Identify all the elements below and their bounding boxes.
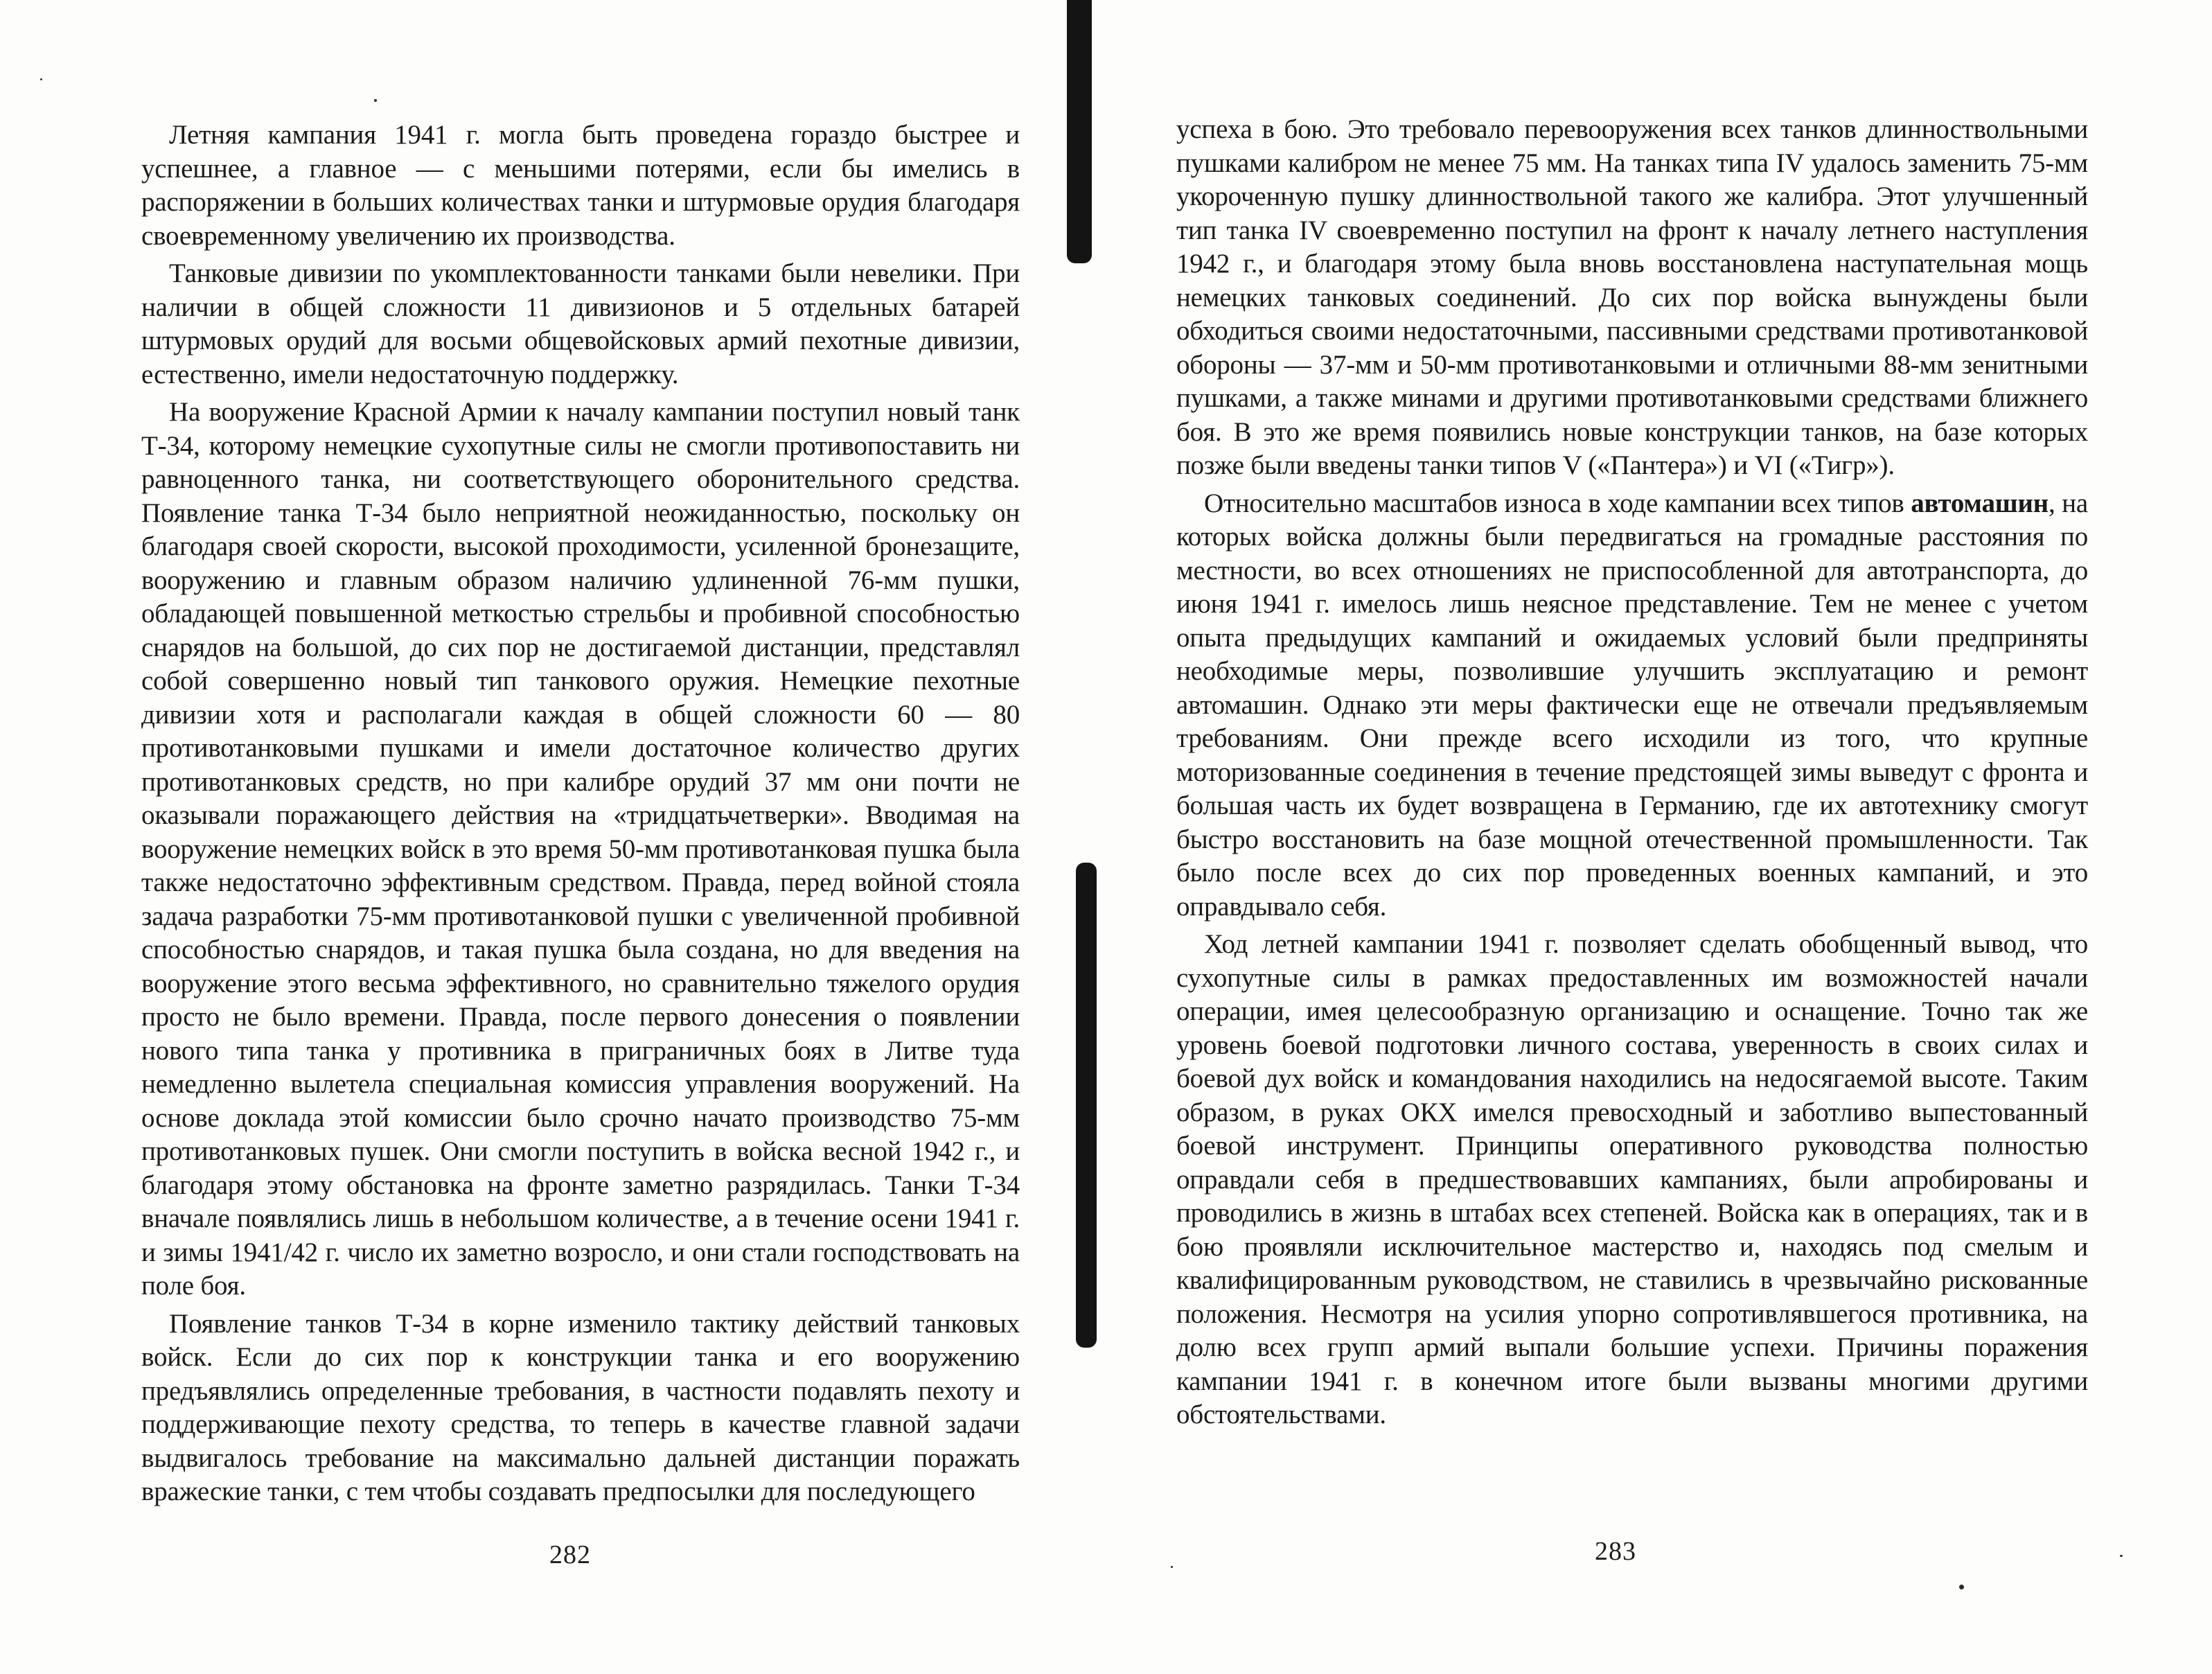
- right-paragraph-3: Ход летней кампании 1941 г. позволяет сделать обобщенный вывод, что сухопутные силы в рамках предоставленных им возможностей начали операции, имея целесообразную организацию и оснащение. Точно так же уровень боевой подготовки личного состава, уверенность в своих силах и боевой дух войск и командования находились на недосягаемой высоте. Таким образом, в руках ОКХ имелся превосходный и заботливо выпестованный боевой инструмент. Принципы оперативного руководства полностью оправдали себя в предшествовавших кампаниях, были апробированы и проводились в жизнь в штабах всех степеней. Войска как в операциях, так и в бою проявляли исключительное мастерство и, находясь под смелым и квалифицированным руководством, не ставились в чрезвычайно рискованные положения. Несмотря на усилия упорно сопротивлявшегося противника, на долю всех групп армий выпали большие успехи. Причины поражения кампании 1941 г. в конечном итоге были вызваны многими другими обстоятельствами.: [1176, 929, 2088, 1429]
- right-paragraph-2: [1176, 487, 2088, 924]
- right-page: [1081, 0, 2212, 1674]
- right-page-text: [1176, 113, 2088, 1432]
- left-paragraph-2: Танковые дивизии по укомплектованности танками были невелики. При наличии в общей сложности 11 дивизионов и 5 отдельных батарей штурмовых орудий для восьми общевойсковых армий пехотные дивизии, естественно, имели недостаточную поддержку.: [141, 258, 1020, 389]
- left-paragraph-1: Летняя кампания 1941 г. могла быть проведена гораздо быстрее и успешнее, а главное — с меньшими потерями, если бы имелись в распоряжении в больших количествах танки и штурмовые орудия благодаря своевременному увеличению их производства.: [141, 120, 1020, 251]
- right-paragraph-1: успеха в бою. Это требовало перевооружения всех танков длинноствольными пушками калибром не менее 75 мм. На танках типа IV удалось заменить 75-мм укороченную пушку длинноствольной такого же калибра. Этот улучшенный тип танка IV своевременно поступил на фронт к началу летнего наступления 1942 г., и благодаря этому была вновь восстановлена наступательная мощь немецких танковых соединений. До сих пор войска вынуждены были обходиться своими недостаточными, пассивными средствами противотанковой обороны — 37-мм и 50-мм противотанковыми и отличными 88-мм зенитными пушками, а также минами и другими противотанковыми средствами ближнего боя. В это же время появились новые конструкции танков, на базе которых позже были введены танки типов V («Пантера») и VI («Тигр»).: [1176, 114, 2088, 480]
- right-paragraph-2-rest: , на которых войска должны были передвигаться на громадные расстояния по местности, во всех отношениях не приспособленной для автотранспорта, до июня 1941 г. имелось лишь неясное представление. Тем не менее с учетом опыта предыдущих кампаний и ожидаемых условий были предприняты необходимые меры, позволившие улучшить эксплуатацию и ремонт автомашин. Однако эти меры фактически еще не отвечали предъявляемым требованиям. Они прежде всего исходили из того, что крупные моторизованные соединения в течение предстоящей зимы выведут с фронта и большая часть их будет возвращена в Германию, где их автотехнику смогут быстро восстановить на базе мощной отечественной промышленности. Так было после всех до сих пор проведенных военных кампаний, и это оправдывало себя.: [1176, 488, 2088, 922]
- bold-term: автомашин: [1911, 488, 2049, 518]
- page-number-left: 282: [549, 1540, 591, 1569]
- left-page-text: [141, 118, 1020, 1509]
- left-paragraph-4: Появление танков Т-34 в корне изменило тактику действий танковых войск. Если до сих пор к конструкции танка и его вооружению предъявлялись определенные требования, в частности подавлять пехоту и поддерживающие пехоту средства, то теперь в качестве главной задачи выдвигалось требование на максимально дальней дистанции поражать вражеские танки, с тем чтобы создавать предпосылки для последующего: [141, 1308, 1020, 1506]
- right-paragraph-2-start: Относительно масштабов износа в ходе кампании всех типов: [1204, 488, 1911, 518]
- left-paragraph-3: На вооружение Красной Армии к началу кампании поступил новый танк Т-34, которому немецкие сухопутные силы не смогли противопоставить ни равноценного танка, ни соответствующего оборонительного средства. Появление танка Т-34 было неприятной неожиданностью, поскольку он благодаря своей скорости, высокой проходимости, усиленной бронезащите, вооружению и главным образом наличию удлиненной 76-мм пушки, обладающей повышенной меткостью стрельбы и пробивной способностью снарядов на большой, до сих пор не достигаемой дистанции, представлял собой совершенно новый тип танкового оружия. Немецкие пехотные дивизии хотя и располагали каждая в общей сложности 60 — 80 противотанковыми пушками и имели достаточное количество других противотанковых средств, но при калибре орудий 37 мм они почти не оказывали поражающего действия на «тридцатьчетверки». Вводимая на вооружение немецких войск в это время 50-мм противотанковая пушка была также недостаточно эффективным средством. Правда, перед войной стояла задача разработки 75-мм противотанковой пушки с увеличенной пробивной способностью снарядов, и такая пушка была создана, но для введения на вооружение этого весьма эффективного, но сравнительно тяжелого орудия просто не было времени. Правда, после первого донесения о появлении нового типа танка у противника в приграничных боях в Литве туда немедленно вылетела специальная комиссия управления вооружений. На основе доклада этой комиссии было срочно начато производство 75-мм противотанковых пушек. Они смогли поступить в войска весной 1942 г., и благодаря этому обстановка на фронте заметно разрядилась. Танки Т-34 вначале появлялись лишь в небольшом количестве, а в течение осени 1941 г. и зимы 1941/42 г. число их заметно возросло, и они стали господствовать на поле боя.: [141, 397, 1020, 1301]
- left-page: [0, 0, 1081, 1674]
- page-number-right: 283: [1595, 1537, 1636, 1566]
